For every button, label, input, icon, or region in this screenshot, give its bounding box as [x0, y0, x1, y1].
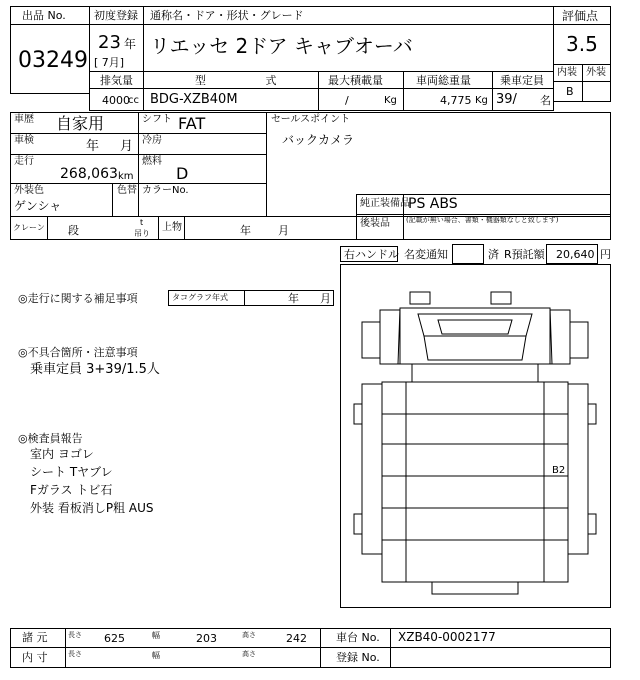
inspector-line: シート Tヤブレ	[30, 465, 113, 479]
tachograph-year: 年	[288, 292, 299, 305]
capacity: 39/	[496, 92, 517, 107]
first-reg-year: 23	[98, 32, 121, 53]
interior-label: 内装	[557, 67, 577, 78]
aftermarket-note: (記載が無い場合、書類・機器類なしと致します)	[406, 216, 559, 224]
shift-label: シフト	[142, 114, 172, 125]
lot-no-label: 出品 No.	[22, 9, 66, 22]
model-name: リエッセ 2ドア キャブオーバ	[150, 34, 413, 58]
mileage-label: 走行	[14, 156, 34, 167]
recycle-deposit: 20,640	[556, 248, 595, 261]
max-load-unit: Kg	[384, 95, 397, 106]
max-load: /	[345, 94, 349, 107]
chassis-no: XZB40-0002177	[398, 630, 496, 644]
diagram-mark-b2: B2	[552, 465, 566, 476]
gross-weight-label: 車両総重量	[416, 74, 471, 87]
upper-month: 月	[278, 224, 289, 237]
lot-no: 03249	[18, 48, 88, 73]
score: 3.5	[566, 32, 598, 56]
fuel-label: 燃料	[142, 156, 162, 167]
model-label: 通称名・ドア・形状・グレード	[150, 9, 304, 22]
crane-t: t	[140, 218, 144, 227]
gross-weight-unit: Kg	[475, 95, 488, 106]
length: 625	[104, 632, 125, 645]
defects-label: ◎不具合箇所・注意事項	[18, 346, 138, 359]
footer-box	[10, 628, 611, 668]
steering: 右ハンドル	[344, 248, 399, 261]
inspection-year: 年	[86, 139, 100, 154]
tachograph-label: タコグラフ年式	[172, 293, 228, 302]
recycle-label: 済	[488, 248, 499, 261]
color-no-label: 色替	[117, 185, 137, 196]
cargo-length-label: 長さ	[68, 650, 82, 658]
ext-color-label: 外装色	[14, 185, 44, 196]
dims-label: 諸 元	[22, 631, 48, 644]
ac-label: 冷房	[142, 135, 162, 146]
height-label: 高さ	[242, 631, 256, 639]
height: 242	[286, 632, 307, 645]
fuel: D	[176, 164, 189, 183]
max-load-label: 最大積載量	[328, 74, 383, 87]
width-label: 幅	[152, 631, 160, 640]
name-change-box	[452, 244, 484, 264]
reg-label: 登録 No.	[336, 651, 380, 664]
displacement-label: 排気量	[100, 74, 133, 87]
shift: FAT	[178, 114, 206, 133]
inspector-line: 外装 看板消しP粗 AUS	[30, 501, 154, 515]
model-code: BDG-XZB40M	[150, 92, 238, 107]
displacement: 4000	[102, 94, 130, 107]
inspector-label: ◎検査員報告	[18, 432, 83, 445]
inspector-line: 室内 ヨゴレ	[30, 447, 94, 461]
recycle-unit: 円	[600, 248, 611, 261]
crane-stage: 段	[68, 224, 79, 237]
name-change-label: 名変通知	[404, 248, 448, 261]
mileage: 268,063	[60, 166, 118, 182]
model-code-label: 型 式	[195, 74, 305, 87]
upper-year: 年	[240, 224, 251, 237]
chassis-label: 車台 No.	[336, 631, 380, 644]
first-reg-month: [ 7月]	[94, 56, 125, 69]
ext-color: ゲンシャ	[14, 199, 62, 213]
inspector-line: Fガラス トビ石	[30, 483, 113, 497]
width: 203	[196, 632, 217, 645]
interior-grade: B	[566, 85, 574, 98]
history-label: 車歴	[14, 114, 34, 125]
gross-weight: 4,775	[440, 94, 472, 107]
driving-remarks-label: ◎走行に関する補足事項	[18, 292, 138, 305]
inspection-month: 月	[120, 139, 134, 154]
first-reg-year-unit: 年	[124, 37, 137, 51]
cargo-width-label: 幅	[152, 651, 160, 660]
cargo-height-label: 高さ	[242, 650, 256, 658]
inspection-label: 車検	[14, 135, 34, 146]
vehicle-diagram	[340, 264, 611, 608]
crane-lift: 吊り	[134, 229, 150, 238]
length-label: 長さ	[68, 631, 82, 639]
sales-points-label: セールスポイント	[271, 114, 351, 125]
capacity-label: 乗車定員	[500, 74, 544, 87]
displacement-unit: cc	[128, 95, 139, 106]
aftermarket-label: 後装品	[360, 218, 390, 229]
color-code-label: カラーNo.	[142, 185, 189, 196]
first-reg-label: 初度登録	[94, 9, 138, 22]
sales-points-text: バックカメラ	[282, 133, 355, 147]
exterior-label: 外装	[586, 67, 606, 78]
history: 自家用	[56, 114, 105, 133]
tachograph-month: 月	[320, 292, 331, 305]
recycle-deposit-label: R預託額	[504, 248, 545, 261]
upper-label: 上物	[162, 222, 182, 233]
crane-label: クレーン	[13, 223, 45, 232]
genuine: PS ABS	[408, 196, 458, 212]
score-label: 評価点	[562, 9, 599, 23]
capacity-unit: 名	[540, 94, 551, 107]
genuine-label: 純正装備品	[360, 198, 410, 209]
mileage-unit: km	[118, 171, 134, 182]
defects-text: 乗車定員 3+39/1.5人	[30, 362, 160, 377]
cargo-label: 内 寸	[22, 651, 48, 664]
